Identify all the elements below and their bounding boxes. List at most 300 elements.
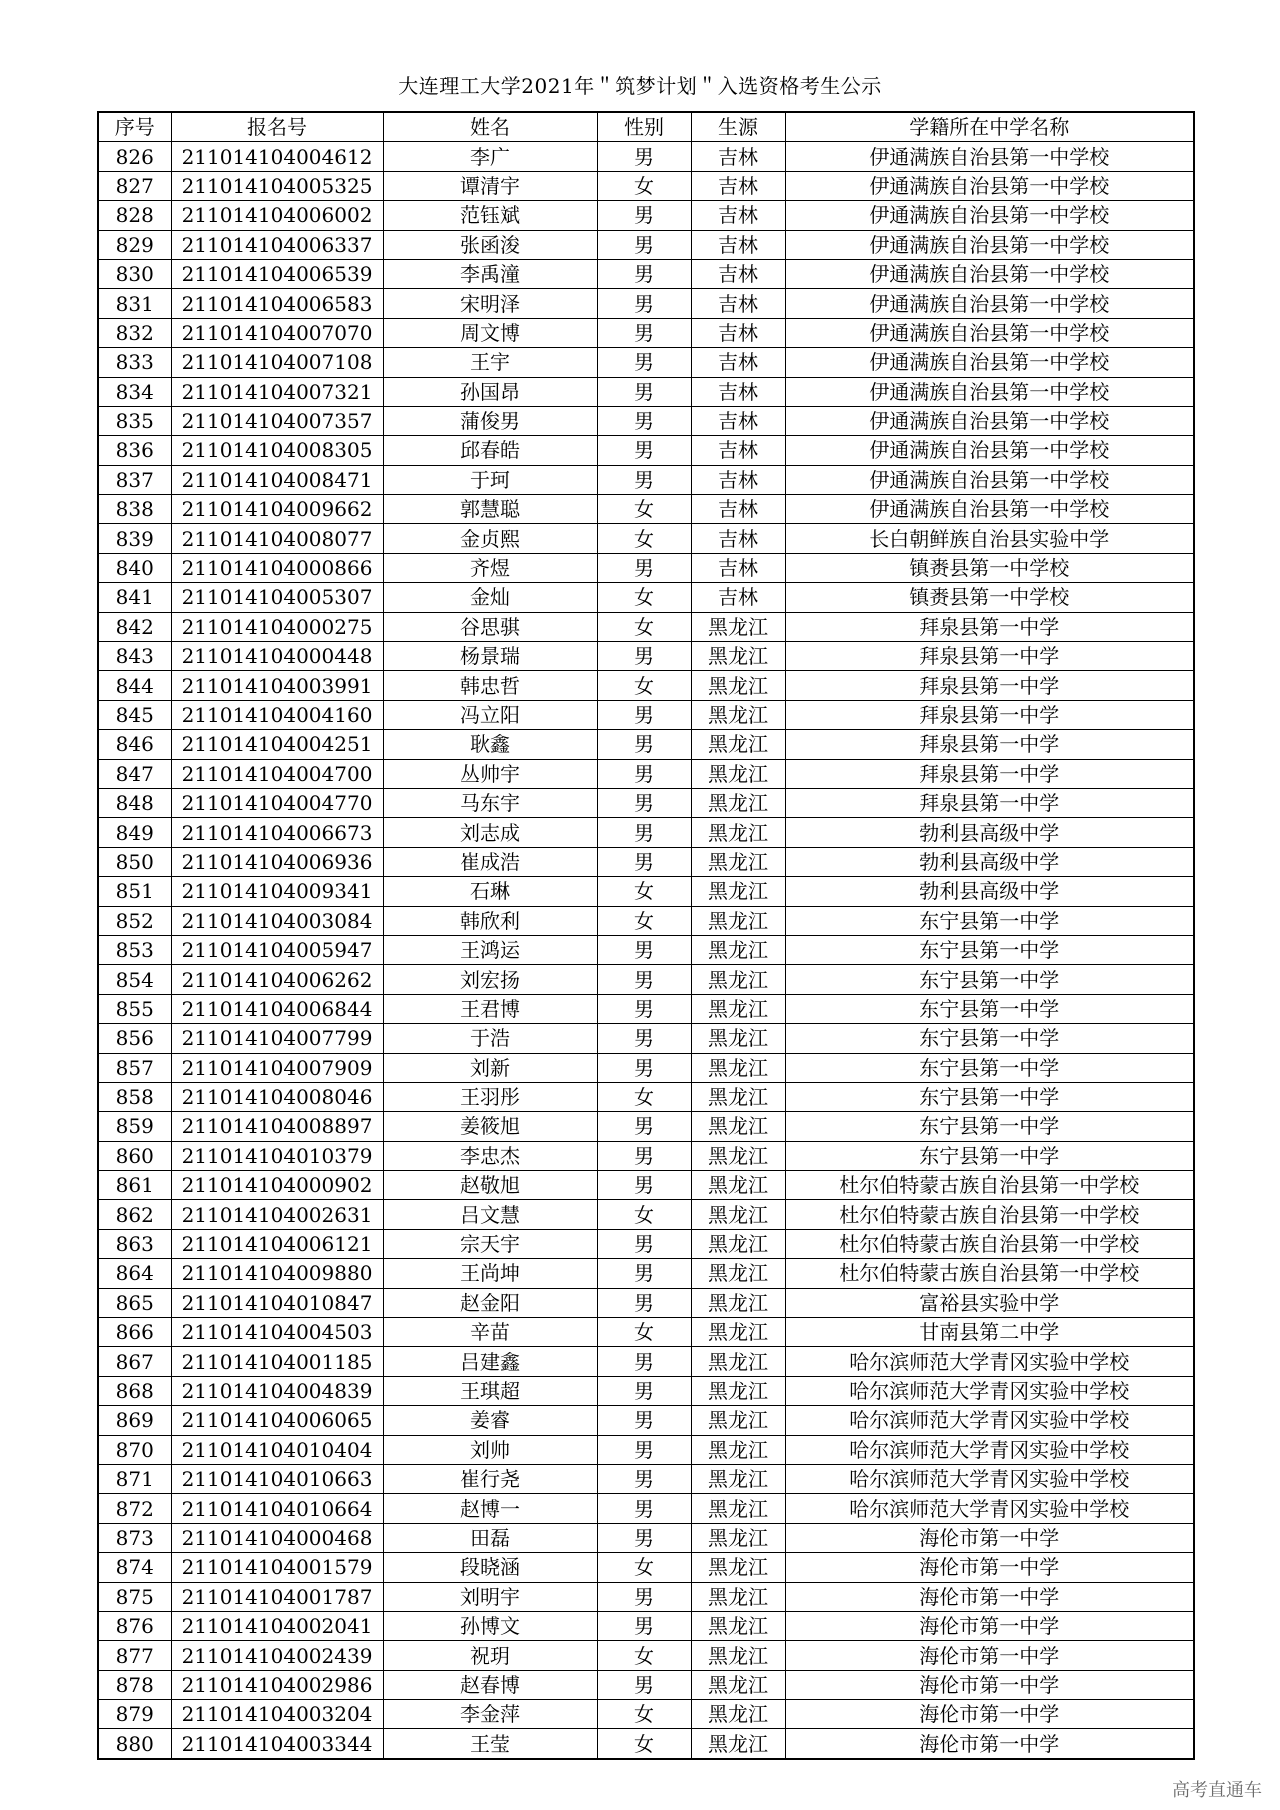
cell-name: 韩忠哲 bbox=[383, 671, 597, 700]
cell-school-name: 拜泉县第一中学 bbox=[785, 759, 1194, 788]
cell-serial-number: 830 bbox=[98, 259, 171, 288]
cell-origin-province: 黑龙江 bbox=[691, 906, 785, 935]
table-row bbox=[98, 1376, 1194, 1405]
table-row bbox=[98, 1435, 1194, 1464]
table-row bbox=[98, 1494, 1194, 1523]
cell-origin-province: 吉林 bbox=[691, 289, 785, 318]
cell-registration-number: 211014104006936 bbox=[171, 847, 383, 876]
cell-origin-province: 黑龙江 bbox=[691, 1229, 785, 1258]
cell-name: 蒲俊男 bbox=[383, 406, 597, 435]
cell-serial-number: 835 bbox=[98, 406, 171, 435]
table-row bbox=[98, 1171, 1194, 1200]
cell-serial-number: 834 bbox=[98, 377, 171, 406]
cell-origin-province: 黑龙江 bbox=[691, 730, 785, 759]
table-row bbox=[98, 465, 1194, 494]
cell-name: 邱春皓 bbox=[383, 436, 597, 465]
cell-school-name: 伊通满族自治县第一中学校 bbox=[785, 377, 1194, 406]
cell-school-name: 伊通满族自治县第一中学校 bbox=[785, 436, 1194, 465]
cell-origin-province: 黑龙江 bbox=[691, 847, 785, 876]
cell-gender: 男 bbox=[597, 1141, 691, 1170]
cell-school-name: 勃利县高级中学 bbox=[785, 818, 1194, 847]
table-row bbox=[98, 1141, 1194, 1170]
table-row bbox=[98, 406, 1194, 435]
cell-school-name: 勃利县高级中学 bbox=[785, 847, 1194, 876]
table-row bbox=[98, 1611, 1194, 1640]
cell-origin-province: 黑龙江 bbox=[691, 1464, 785, 1493]
cell-origin-province: 黑龙江 bbox=[691, 965, 785, 994]
table-row bbox=[98, 377, 1194, 406]
cell-origin-province: 黑龙江 bbox=[691, 1024, 785, 1053]
cell-gender: 女 bbox=[597, 495, 691, 524]
cell-gender: 男 bbox=[597, 406, 691, 435]
cell-name: 李禹潼 bbox=[383, 259, 597, 288]
cell-school-name: 海伦市第一中学 bbox=[785, 1582, 1194, 1611]
cell-registration-number: 211014104006583 bbox=[171, 289, 383, 318]
cell-name: 赵博一 bbox=[383, 1494, 597, 1523]
cell-school-name: 海伦市第一中学 bbox=[785, 1700, 1194, 1729]
cell-origin-province: 黑龙江 bbox=[691, 1553, 785, 1582]
cell-origin-province: 黑龙江 bbox=[691, 1641, 785, 1670]
table-row bbox=[98, 171, 1194, 200]
cell-origin-province: 吉林 bbox=[691, 230, 785, 259]
cell-origin-province: 吉林 bbox=[691, 142, 785, 171]
cell-origin-province: 吉林 bbox=[691, 259, 785, 288]
cell-serial-number: 858 bbox=[98, 1082, 171, 1111]
cell-origin-province: 黑龙江 bbox=[691, 1347, 785, 1376]
cell-school-name: 东宁县第一中学 bbox=[785, 965, 1194, 994]
cell-serial-number: 848 bbox=[98, 788, 171, 817]
cell-registration-number: 211014104006002 bbox=[171, 201, 383, 230]
cell-origin-province: 吉林 bbox=[691, 524, 785, 553]
cell-registration-number: 211014104008897 bbox=[171, 1112, 383, 1141]
cell-gender: 男 bbox=[597, 1435, 691, 1464]
cell-gender: 男 bbox=[597, 700, 691, 729]
cell-school-name: 哈尔滨师范大学青冈实验中学校 bbox=[785, 1435, 1194, 1464]
table-row bbox=[98, 700, 1194, 729]
cell-name: 刘志成 bbox=[383, 818, 597, 847]
cell-school-name: 海伦市第一中学 bbox=[785, 1611, 1194, 1640]
cell-origin-province: 黑龙江 bbox=[691, 877, 785, 906]
cell-school-name: 东宁县第一中学 bbox=[785, 1024, 1194, 1053]
cell-gender: 男 bbox=[597, 935, 691, 964]
table-row bbox=[98, 1553, 1194, 1582]
cell-origin-province: 吉林 bbox=[691, 348, 785, 377]
cell-origin-province: 黑龙江 bbox=[691, 700, 785, 729]
cell-name: 杨景瑞 bbox=[383, 642, 597, 671]
cell-school-name: 哈尔滨师范大学青冈实验中学校 bbox=[785, 1406, 1194, 1435]
cell-registration-number: 211014104007070 bbox=[171, 318, 383, 347]
cell-registration-number: 211014104005325 bbox=[171, 171, 383, 200]
cell-name: 李忠杰 bbox=[383, 1141, 597, 1170]
cell-school-name: 拜泉县第一中学 bbox=[785, 671, 1194, 700]
cell-gender: 男 bbox=[597, 348, 691, 377]
cell-origin-province: 黑龙江 bbox=[691, 1171, 785, 1200]
cell-serial-number: 863 bbox=[98, 1229, 171, 1258]
cell-school-name: 富裕县实验中学 bbox=[785, 1288, 1194, 1317]
cell-name: 王君博 bbox=[383, 994, 597, 1023]
cell-serial-number: 827 bbox=[98, 171, 171, 200]
cell-registration-number: 211014104008305 bbox=[171, 436, 383, 465]
cell-registration-number: 211014104002439 bbox=[171, 1641, 383, 1670]
cell-gender: 男 bbox=[597, 1288, 691, 1317]
cell-registration-number: 211014104006262 bbox=[171, 965, 383, 994]
cell-origin-province: 黑龙江 bbox=[691, 1729, 785, 1759]
cell-registration-number: 211014104006673 bbox=[171, 818, 383, 847]
table-row bbox=[98, 583, 1194, 612]
cell-school-name: 伊通满族自治县第一中学校 bbox=[785, 171, 1194, 200]
table-row bbox=[98, 348, 1194, 377]
cell-gender: 男 bbox=[597, 1406, 691, 1435]
cell-school-name: 海伦市第一中学 bbox=[785, 1729, 1194, 1759]
table-row bbox=[98, 1259, 1194, 1288]
cell-serial-number: 832 bbox=[98, 318, 171, 347]
cell-registration-number: 211014104007321 bbox=[171, 377, 383, 406]
cell-name: 金灿 bbox=[383, 583, 597, 612]
cell-registration-number: 211014104006121 bbox=[171, 1229, 383, 1258]
cell-serial-number: 852 bbox=[98, 906, 171, 935]
cell-school-name: 拜泉县第一中学 bbox=[785, 612, 1194, 641]
cell-name: 孙国昂 bbox=[383, 377, 597, 406]
cell-school-name: 哈尔滨师范大学青冈实验中学校 bbox=[785, 1376, 1194, 1405]
table-row bbox=[98, 1288, 1194, 1317]
cell-name: 刘新 bbox=[383, 1053, 597, 1082]
candidate-table bbox=[97, 111, 1195, 1760]
cell-origin-province: 黑龙江 bbox=[691, 1259, 785, 1288]
header-school-name: 学籍所在中学名称 bbox=[785, 112, 1194, 142]
cell-school-name: 伊通满族自治县第一中学校 bbox=[785, 348, 1194, 377]
table-row bbox=[98, 935, 1194, 964]
cell-registration-number: 211014104008471 bbox=[171, 465, 383, 494]
cell-registration-number: 211014104003084 bbox=[171, 906, 383, 935]
page-title: 大连理工大学2021年＂筑梦计划＂入选资格考生公示 bbox=[398, 74, 882, 98]
table-row bbox=[98, 612, 1194, 641]
cell-name: 赵敬旭 bbox=[383, 1171, 597, 1200]
cell-registration-number: 211014104005307 bbox=[171, 583, 383, 612]
cell-registration-number: 211014104004839 bbox=[171, 1376, 383, 1405]
cell-registration-number: 211014104000468 bbox=[171, 1523, 383, 1552]
cell-serial-number: 859 bbox=[98, 1112, 171, 1141]
cell-school-name: 东宁县第一中学 bbox=[785, 935, 1194, 964]
cell-origin-province: 黑龙江 bbox=[691, 1406, 785, 1435]
cell-serial-number: 867 bbox=[98, 1347, 171, 1376]
cell-serial-number: 866 bbox=[98, 1318, 171, 1347]
cell-gender: 女 bbox=[597, 1700, 691, 1729]
cell-gender: 男 bbox=[597, 230, 691, 259]
cell-origin-province: 吉林 bbox=[691, 436, 785, 465]
table-row bbox=[98, 847, 1194, 876]
cell-name: 耿鑫 bbox=[383, 730, 597, 759]
cell-origin-province: 吉林 bbox=[691, 318, 785, 347]
header-registration-number: 报名号 bbox=[171, 112, 383, 142]
table-row bbox=[98, 201, 1194, 230]
cell-origin-province: 黑龙江 bbox=[691, 642, 785, 671]
cell-name: 齐煜 bbox=[383, 553, 597, 582]
cell-origin-province: 黑龙江 bbox=[691, 1700, 785, 1729]
cell-name: 吕文慧 bbox=[383, 1200, 597, 1229]
cell-registration-number: 211014104007909 bbox=[171, 1053, 383, 1082]
table-row bbox=[98, 788, 1194, 817]
cell-gender: 女 bbox=[597, 1641, 691, 1670]
cell-serial-number: 880 bbox=[98, 1729, 171, 1759]
cell-serial-number: 869 bbox=[98, 1406, 171, 1435]
cell-gender: 男 bbox=[597, 1171, 691, 1200]
cell-serial-number: 849 bbox=[98, 818, 171, 847]
cell-origin-province: 吉林 bbox=[691, 201, 785, 230]
cell-name: 丛帅宇 bbox=[383, 759, 597, 788]
table-row bbox=[98, 318, 1194, 347]
cell-name: 赵春博 bbox=[383, 1670, 597, 1699]
cell-serial-number: 838 bbox=[98, 495, 171, 524]
cell-name: 崔成浩 bbox=[383, 847, 597, 876]
cell-registration-number: 211014104000866 bbox=[171, 553, 383, 582]
cell-name: 宗天宇 bbox=[383, 1229, 597, 1258]
cell-name: 于珂 bbox=[383, 465, 597, 494]
cell-registration-number: 211014104001787 bbox=[171, 1582, 383, 1611]
cell-gender: 女 bbox=[597, 1200, 691, 1229]
cell-name: 刘宏扬 bbox=[383, 965, 597, 994]
cell-serial-number: 846 bbox=[98, 730, 171, 759]
table-row bbox=[98, 965, 1194, 994]
cell-registration-number: 211014104007799 bbox=[171, 1024, 383, 1053]
cell-school-name: 伊通满族自治县第一中学校 bbox=[785, 259, 1194, 288]
cell-serial-number: 853 bbox=[98, 935, 171, 964]
cell-gender: 女 bbox=[597, 524, 691, 553]
cell-school-name: 拜泉县第一中学 bbox=[785, 642, 1194, 671]
cell-origin-province: 黑龙江 bbox=[691, 1288, 785, 1317]
cell-origin-province: 黑龙江 bbox=[691, 1582, 785, 1611]
cell-school-name: 杜尔伯特蒙古族自治县第一中学校 bbox=[785, 1229, 1194, 1258]
cell-gender: 男 bbox=[597, 642, 691, 671]
table-row bbox=[98, 906, 1194, 935]
cell-origin-province: 黑龙江 bbox=[691, 1670, 785, 1699]
cell-name: 田磊 bbox=[383, 1523, 597, 1552]
cell-gender: 男 bbox=[597, 1024, 691, 1053]
cell-gender: 女 bbox=[597, 1318, 691, 1347]
cell-school-name: 伊通满族自治县第一中学校 bbox=[785, 201, 1194, 230]
cell-serial-number: 836 bbox=[98, 436, 171, 465]
cell-serial-number: 833 bbox=[98, 348, 171, 377]
cell-school-name: 拜泉县第一中学 bbox=[785, 788, 1194, 817]
cell-school-name: 东宁县第一中学 bbox=[785, 906, 1194, 935]
cell-name: 李广 bbox=[383, 142, 597, 171]
header-gender: 性别 bbox=[597, 112, 691, 142]
cell-gender: 男 bbox=[597, 1053, 691, 1082]
cell-school-name: 哈尔滨师范大学青冈实验中学校 bbox=[785, 1464, 1194, 1493]
cell-gender: 女 bbox=[597, 1553, 691, 1582]
cell-gender: 女 bbox=[597, 1082, 691, 1111]
cell-registration-number: 211014104004251 bbox=[171, 730, 383, 759]
cell-registration-number: 211014104009341 bbox=[171, 877, 383, 906]
cell-gender: 女 bbox=[597, 877, 691, 906]
cell-school-name: 杜尔伯特蒙古族自治县第一中学校 bbox=[785, 1171, 1194, 1200]
cell-origin-province: 黑龙江 bbox=[691, 994, 785, 1023]
table-row bbox=[98, 1464, 1194, 1493]
cell-school-name: 东宁县第一中学 bbox=[785, 1082, 1194, 1111]
cell-serial-number: 856 bbox=[98, 1024, 171, 1053]
cell-gender: 男 bbox=[597, 1112, 691, 1141]
cell-name: 马东宇 bbox=[383, 788, 597, 817]
cell-name: 谭清宇 bbox=[383, 171, 597, 200]
table-row bbox=[98, 730, 1194, 759]
cell-origin-province: 吉林 bbox=[691, 495, 785, 524]
table-body bbox=[98, 142, 1194, 1759]
cell-school-name: 拜泉县第一中学 bbox=[785, 730, 1194, 759]
header-serial-number: 序号 bbox=[98, 112, 171, 142]
cell-name: 王琪超 bbox=[383, 1376, 597, 1405]
cell-gender: 男 bbox=[597, 818, 691, 847]
watermark-text: 高考直通车 bbox=[1172, 1780, 1262, 1801]
cell-origin-province: 黑龙江 bbox=[691, 1435, 785, 1464]
cell-name: 祝玥 bbox=[383, 1641, 597, 1670]
table-row bbox=[98, 1700, 1194, 1729]
cell-registration-number: 211014104009880 bbox=[171, 1259, 383, 1288]
cell-serial-number: 839 bbox=[98, 524, 171, 553]
cell-origin-province: 黑龙江 bbox=[691, 1318, 785, 1347]
cell-registration-number: 211014104004503 bbox=[171, 1318, 383, 1347]
cell-gender: 男 bbox=[597, 201, 691, 230]
cell-serial-number: 826 bbox=[98, 142, 171, 171]
cell-gender: 女 bbox=[597, 171, 691, 200]
table-row bbox=[98, 1523, 1194, 1552]
table-row bbox=[98, 436, 1194, 465]
cell-registration-number: 211014104001579 bbox=[171, 1553, 383, 1582]
cell-origin-province: 黑龙江 bbox=[691, 1523, 785, 1552]
cell-gender: 男 bbox=[597, 965, 691, 994]
cell-gender: 男 bbox=[597, 465, 691, 494]
cell-gender: 男 bbox=[597, 318, 691, 347]
cell-serial-number: 872 bbox=[98, 1494, 171, 1523]
cell-serial-number: 860 bbox=[98, 1141, 171, 1170]
table-row bbox=[98, 230, 1194, 259]
cell-registration-number: 211014104000902 bbox=[171, 1171, 383, 1200]
cell-registration-number: 211014104006065 bbox=[171, 1406, 383, 1435]
cell-origin-province: 黑龙江 bbox=[691, 1200, 785, 1229]
cell-name: 辛苗 bbox=[383, 1318, 597, 1347]
cell-name: 孙博文 bbox=[383, 1611, 597, 1640]
cell-gender: 男 bbox=[597, 759, 691, 788]
cell-name: 王羽彤 bbox=[383, 1082, 597, 1111]
cell-serial-number: 875 bbox=[98, 1582, 171, 1611]
cell-school-name: 伊通满族自治县第一中学校 bbox=[785, 142, 1194, 171]
cell-name: 谷思骐 bbox=[383, 612, 597, 641]
header-origin-province: 生源 bbox=[691, 112, 785, 142]
cell-school-name: 海伦市第一中学 bbox=[785, 1670, 1194, 1699]
cell-school-name: 伊通满族自治县第一中学校 bbox=[785, 465, 1194, 494]
cell-registration-number: 211014104006539 bbox=[171, 259, 383, 288]
cell-gender: 男 bbox=[597, 289, 691, 318]
cell-gender: 男 bbox=[597, 1464, 691, 1493]
cell-name: 姜筱旭 bbox=[383, 1112, 597, 1141]
cell-gender: 男 bbox=[597, 436, 691, 465]
table-row bbox=[98, 1112, 1194, 1141]
table-row bbox=[98, 877, 1194, 906]
cell-serial-number: 828 bbox=[98, 201, 171, 230]
cell-origin-province: 吉林 bbox=[691, 465, 785, 494]
cell-gender: 男 bbox=[597, 1229, 691, 1258]
cell-registration-number: 211014104010379 bbox=[171, 1141, 383, 1170]
cell-serial-number: 870 bbox=[98, 1435, 171, 1464]
cell-name: 姜睿 bbox=[383, 1406, 597, 1435]
cell-school-name: 东宁县第一中学 bbox=[785, 994, 1194, 1023]
table-row bbox=[98, 1024, 1194, 1053]
cell-serial-number: 878 bbox=[98, 1670, 171, 1699]
cell-origin-province: 黑龙江 bbox=[691, 935, 785, 964]
table-row bbox=[98, 1229, 1194, 1258]
cell-serial-number: 841 bbox=[98, 583, 171, 612]
cell-name: 周文博 bbox=[383, 318, 597, 347]
cell-registration-number: 211014104003344 bbox=[171, 1729, 383, 1759]
cell-gender: 男 bbox=[597, 377, 691, 406]
cell-name: 石琳 bbox=[383, 877, 597, 906]
table-row bbox=[98, 818, 1194, 847]
cell-gender: 女 bbox=[597, 1729, 691, 1759]
cell-registration-number: 211014104003991 bbox=[171, 671, 383, 700]
cell-origin-province: 黑龙江 bbox=[691, 1376, 785, 1405]
table-row bbox=[98, 1729, 1194, 1759]
cell-school-name: 杜尔伯特蒙古族自治县第一中学校 bbox=[785, 1259, 1194, 1288]
table-row bbox=[98, 1053, 1194, 1082]
cell-registration-number: 211014104002986 bbox=[171, 1670, 383, 1699]
cell-name: 刘帅 bbox=[383, 1435, 597, 1464]
table-row bbox=[98, 1406, 1194, 1435]
cell-name: 赵金阳 bbox=[383, 1288, 597, 1317]
cell-origin-province: 吉林 bbox=[691, 406, 785, 435]
cell-serial-number: 864 bbox=[98, 1259, 171, 1288]
cell-gender: 男 bbox=[597, 553, 691, 582]
cell-school-name: 伊通满族自治县第一中学校 bbox=[785, 289, 1194, 318]
cell-school-name: 伊通满族自治县第一中学校 bbox=[785, 230, 1194, 259]
cell-serial-number: 854 bbox=[98, 965, 171, 994]
cell-serial-number: 850 bbox=[98, 847, 171, 876]
cell-registration-number: 211014104000275 bbox=[171, 612, 383, 641]
cell-school-name: 勃利县高级中学 bbox=[785, 877, 1194, 906]
table-row bbox=[98, 1582, 1194, 1611]
cell-name: 王莹 bbox=[383, 1729, 597, 1759]
cell-gender: 女 bbox=[597, 583, 691, 612]
cell-gender: 男 bbox=[597, 1259, 691, 1288]
cell-serial-number: 831 bbox=[98, 289, 171, 318]
table-row bbox=[98, 642, 1194, 671]
cell-name: 宋明泽 bbox=[383, 289, 597, 318]
cell-school-name: 伊通满族自治县第一中学校 bbox=[785, 495, 1194, 524]
table-row bbox=[98, 1641, 1194, 1670]
cell-origin-province: 黑龙江 bbox=[691, 671, 785, 700]
cell-serial-number: 876 bbox=[98, 1611, 171, 1640]
cell-gender: 男 bbox=[597, 1494, 691, 1523]
cell-gender: 男 bbox=[597, 1376, 691, 1405]
cell-origin-province: 黑龙江 bbox=[691, 1082, 785, 1111]
cell-name: 于浩 bbox=[383, 1024, 597, 1053]
cell-serial-number: 871 bbox=[98, 1464, 171, 1493]
cell-school-name: 镇赉县第一中学校 bbox=[785, 583, 1194, 612]
cell-gender: 男 bbox=[597, 847, 691, 876]
cell-origin-province: 黑龙江 bbox=[691, 1141, 785, 1170]
cell-registration-number: 211014104001185 bbox=[171, 1347, 383, 1376]
cell-serial-number: 847 bbox=[98, 759, 171, 788]
cell-gender: 男 bbox=[597, 1611, 691, 1640]
table-row bbox=[98, 524, 1194, 553]
cell-serial-number: 861 bbox=[98, 1171, 171, 1200]
cell-name: 王鸿运 bbox=[383, 935, 597, 964]
cell-gender: 男 bbox=[597, 1670, 691, 1699]
cell-serial-number: 845 bbox=[98, 700, 171, 729]
table-row bbox=[98, 1082, 1194, 1111]
cell-registration-number: 211014104010663 bbox=[171, 1464, 383, 1493]
cell-origin-province: 黑龙江 bbox=[691, 1611, 785, 1640]
cell-gender: 男 bbox=[597, 1523, 691, 1552]
cell-school-name: 哈尔滨师范大学青冈实验中学校 bbox=[785, 1494, 1194, 1523]
cell-registration-number: 211014104004770 bbox=[171, 788, 383, 817]
